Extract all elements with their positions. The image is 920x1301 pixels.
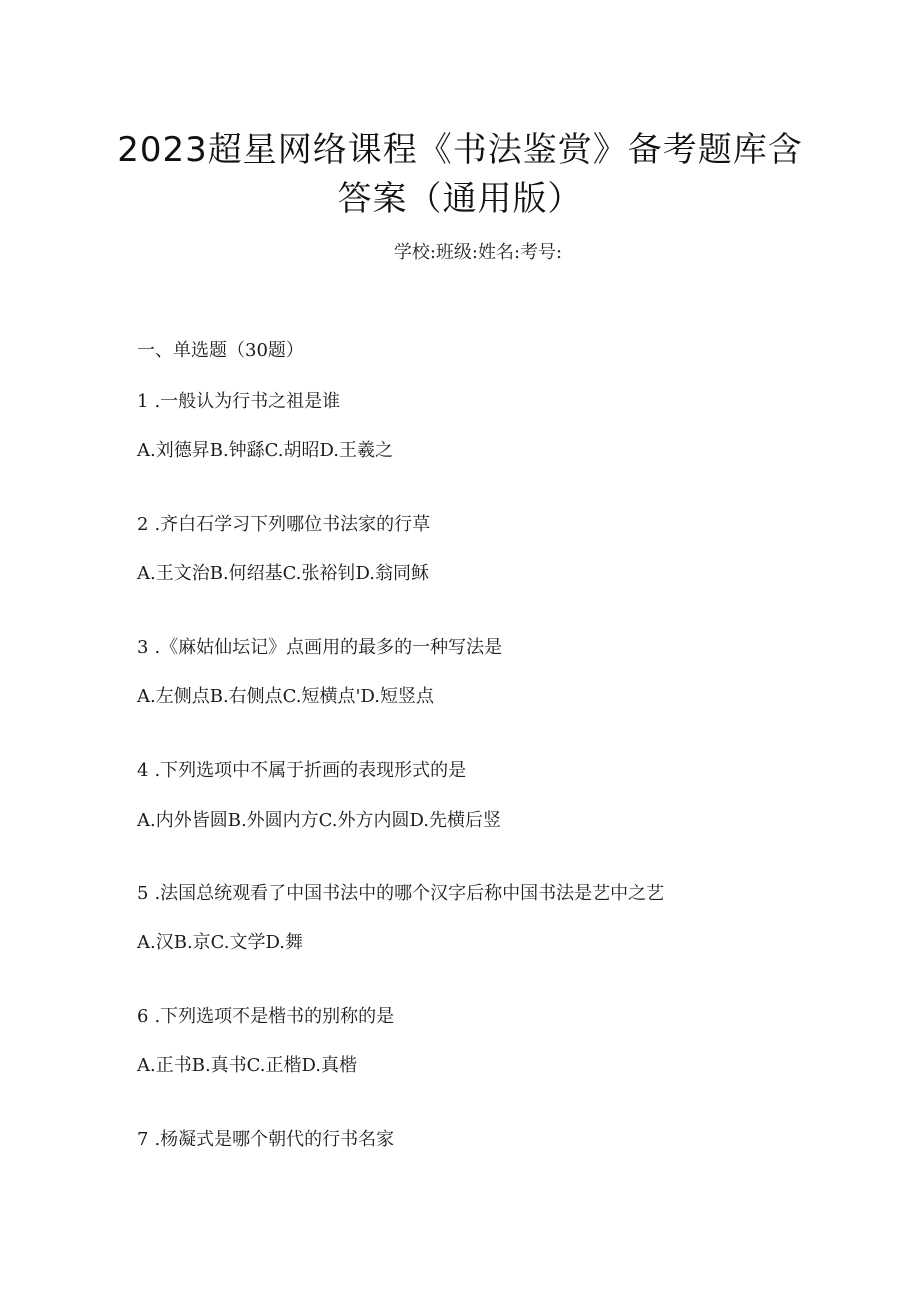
question-1-options: A.刘德昇B.钟繇C.胡昭D.王羲之	[137, 440, 394, 461]
question-6	[137, 1004, 394, 1030]
question-number: 6	[137, 1006, 149, 1027]
question-text: .一般认为行书之祖是谁	[154, 391, 341, 412]
document-title-line-1: 2023超星网络课程《书法鉴赏》备考题库含	[117, 130, 803, 170]
question-text: .《麻姑仙坛记》点画用的最多的一种写法是	[154, 637, 503, 658]
question-4	[137, 758, 466, 784]
question-text: .下列选项中不属于折画的表现形式的是	[154, 760, 467, 781]
question-number: 5	[137, 883, 149, 904]
document-title-line-2: 答案（通用版）	[337, 179, 583, 219]
question-1	[137, 389, 340, 415]
question-5	[137, 881, 664, 907]
question-number: 7	[137, 1129, 149, 1150]
question-number: 1	[137, 391, 149, 412]
question-3-options: A.左侧点B.右侧点C.短横点'D.短竖点	[137, 686, 434, 707]
question-6-options: A.正书B.真书C.正楷D.真楷	[137, 1055, 358, 1076]
question-4-options: A.内外皆圆B.外圆内方C.外方内圆D.先横后竖	[137, 810, 502, 831]
question-3	[137, 635, 502, 661]
question-text: .齐白石学习下列哪位书法家的行草	[154, 514, 431, 535]
question-5-options: A.汉B.京C.文学D.舞	[137, 932, 304, 953]
question-7	[137, 1127, 394, 1153]
question-text: .下列选项不是楷书的别称的是	[154, 1006, 395, 1027]
question-number: 4	[137, 760, 149, 781]
question-2-options: A.王文治B.何绍基C.张裕钊D.翁同稣	[137, 563, 430, 584]
section-heading: 一、单选题（30题）	[137, 340, 304, 361]
student-info-line: 学校:班级:姓名:考号:	[393, 242, 563, 263]
question-text: .法国总统观看了中国书法中的哪个汉字后称中国书法是艺中之艺	[154, 883, 665, 904]
question-2	[137, 512, 430, 538]
question-text: .杨凝式是哪个朝代的行书名家	[154, 1129, 395, 1150]
question-number: 3	[137, 637, 149, 658]
question-number: 2	[137, 514, 149, 535]
